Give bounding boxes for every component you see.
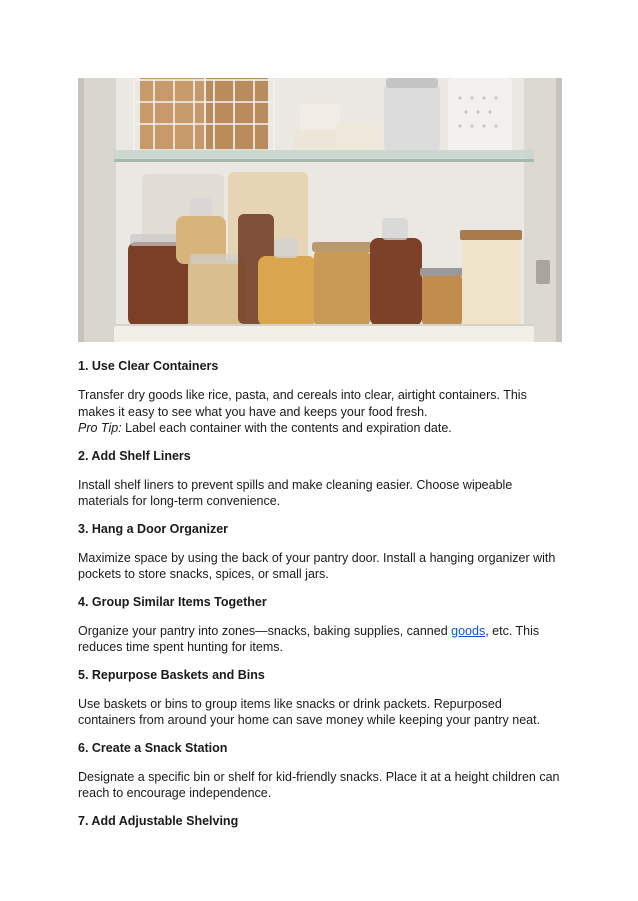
section-body	[78, 623, 562, 656]
section-body	[78, 387, 562, 437]
pro-tip-label: Pro Tip:	[78, 421, 122, 435]
section-text: Transfer dry goods like rice, pasta, and cereals into clear, airtight containers. This makes it easy to see what you have and keeps your food fresh.	[78, 388, 527, 419]
section-heading: 5. Repurpose Baskets and Bins	[78, 667, 265, 682]
pantry-shelf-image	[78, 78, 562, 342]
section-1	[78, 358, 562, 437]
section-7	[78, 813, 562, 830]
section-2	[78, 448, 562, 510]
section-heading: 1. Use Clear Containers	[78, 359, 219, 373]
article-content	[78, 358, 562, 842]
section-heading: 6. Create a Snack Station	[78, 740, 228, 755]
section-body: Install shelf liners to prevent spills and make cleaning easier. Choose wipeable materials for long-term convenience.	[78, 477, 513, 508]
section-heading: 3. Hang a Door Organizer	[78, 521, 229, 536]
section-text: , etc. This reduces time spent hunting for items.	[78, 623, 540, 654]
section-heading: 7. Add Adjustable Shelving	[78, 813, 239, 828]
section-heading: 2. Add Shelf Liners	[78, 448, 191, 463]
section-text: Organize your pantry into zones—snacks, baking supplies, canned	[78, 623, 452, 638]
goods-link[interactable]: goods	[451, 623, 486, 638]
section-body: Designate a specific bin or shelf for kid-friendly snacks. Place it at a height children can reach to encourage independence.	[78, 769, 560, 800]
section-3	[78, 521, 562, 583]
section-body: Use baskets or bins to group items like snacks or drink packets. Repurposed containers from around your home can save money while keeping your pantry neat.	[78, 696, 541, 727]
section-heading: 4. Group Similar Items Together	[78, 594, 267, 609]
section-5	[78, 667, 562, 729]
pro-tip-text: Label each container with the contents and expiration date.	[121, 421, 452, 435]
section-6	[78, 740, 562, 802]
section-4	[78, 594, 562, 656]
section-body: Maximize space by using the back of your pantry door. Install a hanging organizer with pockets to store snacks, spices, or small jars.	[78, 550, 556, 581]
